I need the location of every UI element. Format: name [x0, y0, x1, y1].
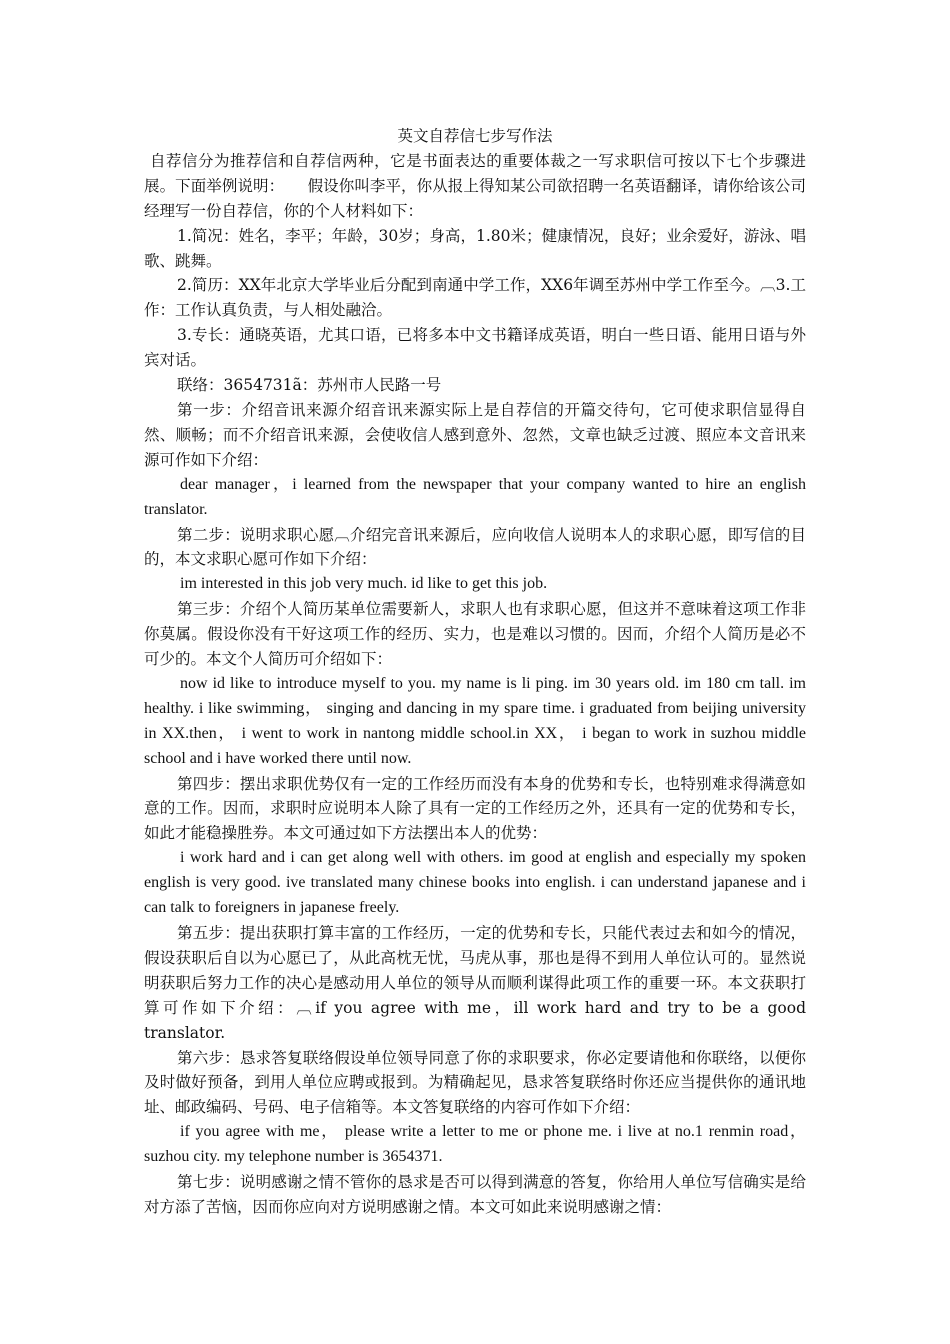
resume-paragraph: 2.简历：XX年北京大学毕业后分配到南通中学工作，XX6年调至苏州中学工作至今。︹3.工作：工作认真负责，与人相处融洽。	[144, 276, 806, 320]
document-page	[144, 124, 806, 1220]
document-title: 英文自荐信七步写作法	[397, 127, 553, 145]
profile-overview-paragraph: 1.简况：姓名，李平；年龄，30岁；身高，1.80米；健康情况，良好；业余爱好，游泳、唱歌、跳舞。	[144, 226, 806, 270]
specialty-paragraph: 3.专长：通晓英语，尤其口语，已将多本中文书籍译成英语，明白一些日语、能用日语与外宾对话。	[144, 326, 806, 370]
step-one-example: dear manager，i learned from the newspaper that your company wanted to hire an english translator.	[144, 475, 806, 518]
step-three-paragraph: 第三步：介绍个人简历某单位需要新人，求职人也有求职心愿，但这并不意味着这项工作非你莫属。假设你没有干好这项工作的经历、实力，也是难以习惯的。因而，介绍个人简历是必不可少的。本文个人简历可介绍如下：	[144, 600, 806, 669]
step-seven-paragraph: 第七步：说明感谢之情不管你的恳求是否可以得到满意的答复，你给用人单位写信确实是给对方添了苦恼，因而你应向对方说明感谢之情。本文可如此来说明感谢之情：	[144, 1173, 806, 1216]
step-two-example: im interested in this job very much. id like to get this job.	[180, 575, 548, 593]
step-one-paragraph: 第一步：介绍音讯来源介绍音讯来源实际上是自荐信的开篇交待句，它可使求职信显得自然、顺畅；而不介绍音讯来源，会使收信人感到意外、忽然，文章也缺乏过渡、照应本文音讯来源可作如下介绍：	[144, 400, 806, 469]
step-four-example: i work hard and i can get along well with others. im good at english and especially my spoken english is very good. ive translated many chinese books into english. i can understand japanese and i can talk to foreigners in japanese freely.	[144, 849, 806, 917]
step-five-paragraph: 第五步：提出获职打算丰富的工作经历，一定的优势和专长，只能代表过去和如今的情况，假设获职后自以为心愿已了，从此高枕无忧，马虎从事，那也是得不到用人单位认可的。显然说明获职后努力工作的决心是感动用人单位的领导从而顺利谋得此项工作的重要一环。本文获职打算可作如下介绍：︹if you agree with me，ill work hard and try to be a good translator.	[144, 924, 806, 1042]
step-six-paragraph: 第六步：恳求答复联络假设单位领导同意了你的求职要求，你必定要请他和你联络，以便你及时做好预备，到用人单位应聘或报到。为精确起见，恳求答复联络时你还应当提供你的通讯地址、邮政编码、号码、电子信箱等。本文答复联络的内容可作如下介绍：	[144, 1048, 806, 1117]
step-six-example: if you agree with me， please write a letter to me or phone me. i live at no.1 renmin road，suzhou city. my telephone number is 3654371.	[144, 1123, 807, 1166]
step-three-example: now id like to introduce myself to you. my name is li ping. im 30 years old. im 180 cm tall. im healthy. i like swimming， singing and dancing in my spare time. i graduated from beijing university in XX.then， i went to work in nantong middle school.in XX， i began to work in suzhou middle school and i have worked there until now.	[144, 674, 806, 767]
contact-paragraph: 联络：3654731ã：苏州市人民路一号	[177, 376, 442, 395]
step-four-paragraph: 第四步：摆出求职优势仅有一定的工作经历而没有本身的优势和专长，也特别难求得满意如意的工作。因而，求职时应说明本人除了具有一定的工作经历之外，还具有一定的优势和专长，如此才能稳操胜券。本文可通过如下方法摆出本人的优势：	[144, 774, 806, 843]
step-two-paragraph: 第二步：说明求职心愿︹介绍完音讯来源后，应向收信人说明本人的求职心愿，即写信的目的，本文求职心愿可作如下介绍：	[144, 525, 806, 569]
intro-paragraph: 自荐信分为推荐信和自荐信两种，它是书面表达的重要体裁之一写求职信可按以下七个步骤进展。下面举例说明： 假设你叫李平，你从报上得知某公司欲招聘一名英语翻译，请你给该公司经理写一份自荐信，你的个人材料如下：	[144, 151, 806, 220]
